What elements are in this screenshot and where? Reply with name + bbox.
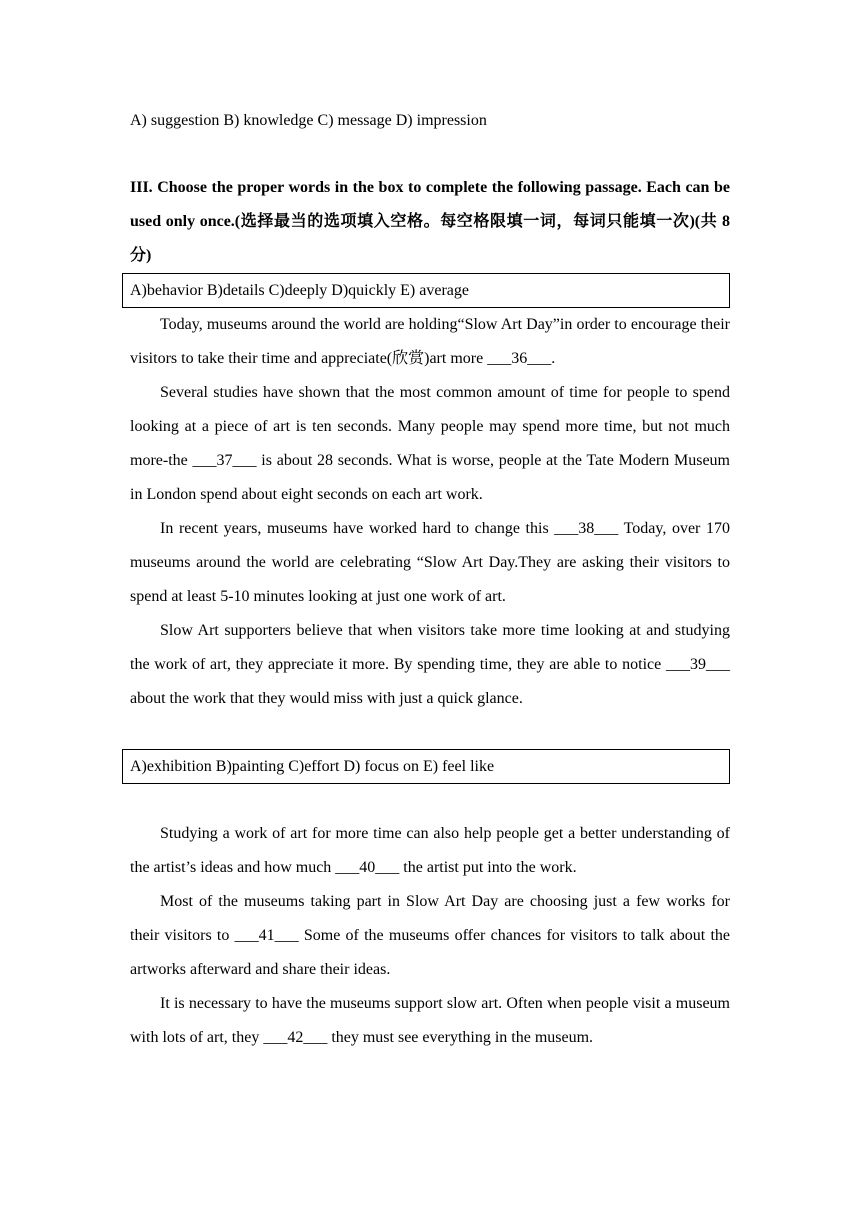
section-heading: III. Choose the proper words in the box to complete the following passage. Each can be used only once.(选择最当的选项填入空格。每空格限填一词，每词只能填一次)(共 8 分)	[130, 179, 730, 264]
passage-paragraph: In recent years, museums have worked hard to change this ___38___ Today, over 170 museums around the world are celebrating “Slow Art Day.They are asking their visitors to spend at least 5-10 minutes looking at just one work of art.	[130, 520, 730, 605]
passage-paragraph: It is necessary to have the museums support slow art. Often when people visit a museum with lots of art, they ___42___ they must see everything in the museum.	[130, 995, 730, 1046]
word-box-1: A)behavior B)details C)deeply D)quickly E) average	[122, 273, 730, 308]
passage-paragraph: Several studies have shown that the most common amount of time for people to spend looking at a piece of art is ten seconds. Many people may spend more time, but not much more-the ___37___ is about 28 seconds. What is worse, people at the Tate Modern Museum in London spend about eight seconds on each art work.	[130, 384, 730, 503]
passage-paragraph: Studying a work of art for more time can also help people get a better understanding of the artist’s ideas and how much ___40___ the artist put into the work.	[130, 825, 730, 876]
previous-question-options: A) suggestion B) knowledge C) message D) impression	[130, 112, 487, 129]
word-box-2: A)exhibition B)painting C)effort D) focus on E) feel like	[122, 749, 730, 784]
passage-paragraph: Today, museums around the world are holding“Slow Art Day”in order to encourage their visitors to take their time and appreciate(欣赏)art more ___36___.	[130, 316, 730, 367]
passage-paragraph: Slow Art supporters believe that when visitors take more time looking at and studying the work of art, they appreciate it more. By spending time, they are able to notice ___39___ about the work that they would miss with just a quick glance.	[130, 622, 730, 707]
passage-paragraph: Most of the museums taking part in Slow Art Day are choosing just a few works for their visitors to ___41___ Some of the museums offer chances for visitors to talk about the artworks afterward and share their ideas.	[130, 893, 730, 978]
document-page	[130, 104, 730, 1055]
